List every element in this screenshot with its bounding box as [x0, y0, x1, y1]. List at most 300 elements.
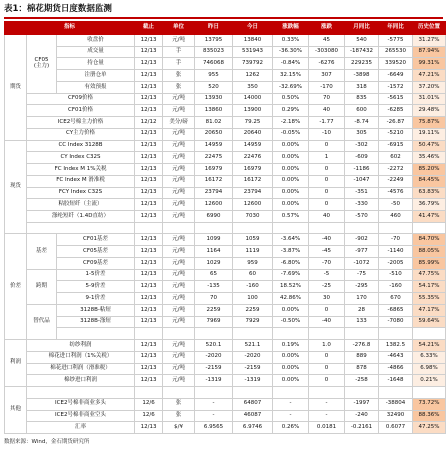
- cell-chg: 30: [309, 293, 345, 305]
- cell-hist: 47.21%: [413, 70, 446, 82]
- cell-yoy: -4866: [379, 363, 413, 375]
- cell-date: 12/13: [135, 316, 163, 328]
- cell-hist: 35.46%: [413, 152, 446, 164]
- cell-prev: 955: [195, 70, 233, 82]
- cell-yoy: -38804: [379, 398, 413, 410]
- cell-unit: 元/吨: [163, 152, 195, 164]
- cell-hist: 85.20%: [413, 164, 446, 176]
- cell-prev: 520.1: [195, 340, 233, 352]
- cell-chg-pct: -0.84%: [273, 58, 309, 70]
- cell-unit: 元/吨: [163, 175, 195, 187]
- category-cell: 价差: [5, 234, 27, 340]
- cell-mom: 835: [345, 93, 379, 105]
- cell-unit: 元/吨: [163, 93, 195, 105]
- cell-unit: $/¥: [163, 422, 195, 434]
- cell-date: 12/13: [135, 175, 163, 187]
- cell-unit: 张: [163, 398, 195, 410]
- cell-chg: 307: [309, 70, 345, 82]
- cell-today: 13900: [233, 105, 273, 117]
- cell-hist: 99.31%: [413, 58, 446, 70]
- cell-chg: -40: [309, 234, 345, 246]
- cell-prev: -135: [195, 281, 233, 293]
- cell-yoy: 670: [379, 293, 413, 305]
- cell-date: 12/13: [135, 340, 163, 352]
- indicator-name: FC Index M 1%关税: [27, 164, 135, 176]
- cell-mom: -977: [345, 246, 379, 258]
- table-row: [5, 340, 446, 352]
- cell-hist: [413, 328, 446, 340]
- cell-prev: 22475: [195, 152, 233, 164]
- cell-date: 12/13: [135, 422, 163, 434]
- table-row: [5, 328, 446, 340]
- cell-yoy: [379, 328, 413, 340]
- cell-chg: -: [309, 398, 345, 410]
- cotton-monitor-table: [4, 21, 446, 434]
- cell-chg: -40: [309, 316, 345, 328]
- indicator-name: 纺纱利润: [27, 340, 135, 352]
- indicator-name: FCY Index C32S: [27, 187, 135, 199]
- cell-hist: 29.48%: [413, 105, 446, 117]
- cell-yoy: -6649: [379, 70, 413, 82]
- cell-prev: 14959: [195, 140, 233, 152]
- cell-unit: 手: [163, 46, 195, 58]
- cell-unit: 元/吨: [163, 281, 195, 293]
- cell-chg-pct: -0.50%: [273, 316, 309, 328]
- cell-chg: 1: [309, 152, 345, 164]
- cell-chg: 0: [309, 140, 345, 152]
- cell-chg-pct: -: [273, 410, 309, 422]
- cell-yoy: 32490: [379, 410, 413, 422]
- cell-yoy: 460: [379, 211, 413, 223]
- cell-chg-pct: -2.18%: [273, 117, 309, 129]
- cell-mom: -295: [345, 281, 379, 293]
- cell-prev: -1319: [195, 375, 233, 387]
- cell-mom: 170: [345, 293, 379, 305]
- table-row: [5, 234, 446, 246]
- indicator-name: CF01基差: [57, 234, 135, 246]
- header-hist: 历史位置: [413, 22, 446, 35]
- indicator-name: 9-1价差: [57, 293, 135, 305]
- cell-today: 23794: [233, 187, 273, 199]
- cell-hist: 36.79%: [413, 199, 446, 211]
- cell-date: [135, 328, 163, 340]
- cell-chg: 0: [309, 363, 345, 375]
- indicator-name: CY Index C32S: [27, 152, 135, 164]
- table-row: [5, 199, 446, 211]
- cell-chg: [309, 222, 345, 234]
- cell-chg-pct: 0.50%: [273, 93, 309, 105]
- cell-prev: 20650: [195, 128, 233, 140]
- cell-chg-pct: -7.69%: [273, 269, 309, 281]
- cell-today: -160: [233, 281, 273, 293]
- indicator-name: 注册仓单: [57, 70, 135, 82]
- cell-date: 12/13: [135, 93, 163, 105]
- indicator-name: ICE2号棉主力价格: [27, 117, 135, 129]
- cell-yoy: -1648: [379, 375, 413, 387]
- table-row: [5, 187, 446, 199]
- cell-chg: -45: [309, 246, 345, 258]
- cell-chg-pct: -: [273, 398, 309, 410]
- table-row: [5, 304, 446, 316]
- table-row: [5, 257, 446, 269]
- cell-hist: 88.05%: [413, 246, 446, 258]
- cell-today: [233, 387, 273, 399]
- cell-yoy: -50: [379, 199, 413, 211]
- cell-chg-pct: -36.30%: [273, 46, 309, 58]
- cell-unit: [163, 222, 195, 234]
- cell-mom: 889: [345, 351, 379, 363]
- cell-hist: 88.36%: [413, 410, 446, 422]
- cell-chg-pct: -6.80%: [273, 257, 309, 269]
- cell-date: 12/13: [135, 70, 163, 82]
- cell-today: 739792: [233, 58, 273, 70]
- cell-mom: -570: [345, 211, 379, 223]
- cell-today: 521.1: [233, 340, 273, 352]
- cell-chg-pct: -32.69%: [273, 81, 309, 93]
- cell-chg-pct: 0.00%: [273, 375, 309, 387]
- cell-prev: 13860: [195, 105, 233, 117]
- cell-date: 12/13: [135, 46, 163, 58]
- indicator-name: 3128B-涤短: [57, 316, 135, 328]
- cell-chg-pct: 18.52%: [273, 281, 309, 293]
- cell-unit: 元/吨: [163, 246, 195, 258]
- cell-chg-pct: -3.87%: [273, 246, 309, 258]
- table-row: [5, 211, 446, 223]
- cell-date: 12/6: [135, 398, 163, 410]
- table-row: [5, 175, 446, 187]
- cell-chg-pct: 0.00%: [273, 140, 309, 152]
- indicator-name: 棉花进口利润（1%关税）: [27, 351, 135, 363]
- cell-hist: 41.47%: [413, 211, 446, 223]
- cell-mom: -351: [345, 187, 379, 199]
- cell-yoy: -1140: [379, 246, 413, 258]
- cell-today: 531943: [233, 46, 273, 58]
- cell-chg-pct: 32.15%: [273, 70, 309, 82]
- header-indicator: 指标: [5, 22, 135, 35]
- cell-prev: [195, 328, 233, 340]
- cell-yoy: -2249: [379, 175, 413, 187]
- cell-yoy: -7080: [379, 316, 413, 328]
- cell-chg: -170: [309, 81, 345, 93]
- cell-yoy: -6865: [379, 304, 413, 316]
- cell-unit: 张: [163, 81, 195, 93]
- cell-mom: -276.8: [345, 340, 379, 352]
- cell-prev: 65: [195, 269, 233, 281]
- cell-yoy: -5775: [379, 35, 413, 47]
- cell-chg-pct: 0.00%: [273, 351, 309, 363]
- cell-date: 12/13: [135, 351, 163, 363]
- cell-date: 12/13: [135, 81, 163, 93]
- cell-today: 16979: [233, 164, 273, 176]
- table-row: [5, 152, 446, 164]
- cell-mom: 540: [345, 35, 379, 47]
- cell-mom: 28: [345, 304, 379, 316]
- cell-chg: -6276: [309, 58, 345, 70]
- cell-chg: -70: [309, 257, 345, 269]
- cell-chg: 0.0181: [309, 422, 345, 434]
- table-row: [5, 105, 446, 117]
- source-note: 数据来源：Wind，金石期货研究所: [4, 439, 90, 445]
- cell-yoy: -160: [379, 281, 413, 293]
- cell-chg: -303080: [309, 46, 345, 58]
- cell-today: [233, 328, 273, 340]
- cell-hist: [413, 387, 446, 399]
- cell-unit: 手: [163, 58, 195, 70]
- cell-chg: -1.77: [309, 117, 345, 129]
- table-row: [5, 70, 446, 82]
- header-yoy: 年同比: [379, 22, 413, 35]
- cell-yoy: -2272: [379, 164, 413, 176]
- indicator-name: CF05基差: [57, 246, 135, 258]
- cell-unit: 元/吨: [163, 187, 195, 199]
- cell-prev: 1029: [195, 257, 233, 269]
- cell-unit: 元/吨: [163, 363, 195, 375]
- table-row: [5, 128, 446, 140]
- cell-mom: [345, 328, 379, 340]
- cell-yoy: -26.87: [379, 117, 413, 129]
- indicator-name: CF09基差: [57, 257, 135, 269]
- cell-date: 12/13: [135, 269, 163, 281]
- cell-chg-pct: 42.86%: [273, 293, 309, 305]
- cell-mom: 878: [345, 363, 379, 375]
- cell-yoy: -6285: [379, 105, 413, 117]
- cell-hist: 54.17%: [413, 281, 446, 293]
- cell-mom: -1186: [345, 164, 379, 176]
- table-row: [5, 35, 446, 47]
- cell-hist: 0.21%: [413, 375, 446, 387]
- indicator-name: [27, 387, 135, 399]
- cell-unit: 元/吨: [163, 375, 195, 387]
- table-row: [5, 269, 446, 281]
- cell-date: 12/13: [135, 257, 163, 269]
- cell-today: 1119: [233, 246, 273, 258]
- cell-mom: -0.2161: [345, 422, 379, 434]
- cell-prev: -: [195, 410, 233, 422]
- cell-chg-pct: 0.00%: [273, 304, 309, 316]
- cell-prev: [195, 222, 233, 234]
- cell-date: 12/13: [135, 187, 163, 199]
- table-row: [5, 351, 446, 363]
- table-row: [5, 164, 446, 176]
- cell-unit: 元/吨: [163, 128, 195, 140]
- table-row: [5, 117, 446, 129]
- category-cell: 期货: [5, 35, 27, 141]
- cell-date: 12/13: [135, 375, 163, 387]
- cell-chg-pct: [273, 328, 309, 340]
- cell-yoy: -1572: [379, 81, 413, 93]
- category-cell: 现货: [5, 140, 27, 234]
- cell-unit: 元/吨: [163, 234, 195, 246]
- table-row: [5, 140, 446, 152]
- cell-chg-pct: 0.00%: [273, 187, 309, 199]
- cell-yoy: [379, 222, 413, 234]
- cell-today: 13840: [233, 35, 273, 47]
- cell-unit: 元/吨: [163, 340, 195, 352]
- cell-date: 12/13: [135, 128, 163, 140]
- table-row: [5, 58, 446, 70]
- indicator-name: 1-5价差: [57, 269, 135, 281]
- subcategory-cell: 跨期: [27, 269, 57, 304]
- indicator-name: ICE2号棉非商业多头: [27, 398, 135, 410]
- cell-prev: 70: [195, 293, 233, 305]
- header-chg-pct: 涨跌幅: [273, 22, 309, 35]
- table-body: [5, 35, 446, 434]
- cell-hist: 85.99%: [413, 257, 446, 269]
- cell-chg: 1.0: [309, 340, 345, 352]
- cell-today: 12600: [233, 199, 273, 211]
- cell-yoy: 339520: [379, 58, 413, 70]
- indicator-name: 粘胶短纤（主流）: [27, 199, 135, 211]
- cell-hist: 6.98%: [413, 363, 446, 375]
- cell-prev: -: [195, 398, 233, 410]
- cell-today: 6.9746: [233, 422, 273, 434]
- cell-today: -1319: [233, 375, 273, 387]
- cell-unit: 美分/磅: [163, 117, 195, 129]
- indicator-name: CF09价格: [27, 93, 135, 105]
- cell-yoy: -510: [379, 269, 413, 281]
- cell-prev: 6990: [195, 211, 233, 223]
- category-cell: 利润: [5, 340, 27, 387]
- cell-yoy: -5615: [379, 93, 413, 105]
- cell-prev: 6.9565: [195, 422, 233, 434]
- cell-prev: 746068: [195, 58, 233, 70]
- cell-unit: 元/吨: [163, 316, 195, 328]
- cell-yoy: 0.6077: [379, 422, 413, 434]
- cell-hist: 47.75%: [413, 269, 446, 281]
- cell-chg: -: [309, 410, 345, 422]
- cell-hist: 54.21%: [413, 340, 446, 352]
- cell-chg: 0: [309, 304, 345, 316]
- cell-date: 12/13: [135, 281, 163, 293]
- table-row: [5, 422, 446, 434]
- cell-hist: 84.70%: [413, 234, 446, 246]
- cell-today: 60: [233, 269, 273, 281]
- table-row: [5, 46, 446, 58]
- cell-mom: 305: [345, 128, 379, 140]
- cell-prev: [195, 387, 233, 399]
- cell-chg: 40: [309, 211, 345, 223]
- cell-date: 12/6: [135, 410, 163, 422]
- cell-today: -2159: [233, 363, 273, 375]
- cell-chg-pct: 0.33%: [273, 35, 309, 47]
- cell-unit: 元/吨: [163, 140, 195, 152]
- cell-date: 12/13: [135, 211, 163, 223]
- cell-prev: 7969: [195, 316, 233, 328]
- cell-date: [135, 387, 163, 399]
- cell-yoy: 602: [379, 152, 413, 164]
- cell-date: 12/13: [135, 199, 163, 211]
- cell-today: 7030: [233, 211, 273, 223]
- cell-chg-pct: 0.00%: [273, 363, 309, 375]
- cell-date: 12/13: [135, 58, 163, 70]
- cell-chg: -10: [309, 128, 345, 140]
- cell-today: 22476: [233, 152, 273, 164]
- cell-today: 2259: [233, 304, 273, 316]
- cell-chg-pct: 0.19%: [273, 340, 309, 352]
- cell-prev: 12600: [195, 199, 233, 211]
- cell-mom: -1047: [345, 175, 379, 187]
- cell-chg-pct: 0.29%: [273, 105, 309, 117]
- cell-mom: -1997: [345, 398, 379, 410]
- table-row: [5, 375, 446, 387]
- category-cell: 其他: [5, 387, 27, 434]
- cell-unit: 张: [163, 410, 195, 422]
- cell-yoy: 1382.5: [379, 340, 413, 352]
- cell-today: 350: [233, 81, 273, 93]
- header-mom: 月同比: [345, 22, 379, 35]
- table-row: [5, 93, 446, 105]
- cell-today: 16172: [233, 175, 273, 187]
- cell-today: 14959: [233, 140, 273, 152]
- cell-date: 12/13: [135, 105, 163, 117]
- indicator-name: ICE2号棉非商业空头: [27, 410, 135, 422]
- table-row: [5, 363, 446, 375]
- cell-mom: -609: [345, 152, 379, 164]
- cell-prev: 16172: [195, 175, 233, 187]
- table-row: [5, 281, 446, 293]
- cell-chg-pct: -0.05%: [273, 128, 309, 140]
- cell-date: 12/13: [135, 140, 163, 152]
- cell-today: 79.25: [233, 117, 273, 129]
- table-title: 表1：棉花期货日度数据监测: [4, 4, 112, 14]
- cell-hist: 31.01%: [413, 93, 446, 105]
- table-row: [5, 410, 446, 422]
- cell-prev: 13930: [195, 93, 233, 105]
- table-row: [5, 81, 446, 93]
- cell-hist: 84.45%: [413, 175, 446, 187]
- cell-date: 12/13: [135, 293, 163, 305]
- indicator-name: 收盘价: [57, 35, 135, 47]
- cell-chg: 70: [309, 93, 345, 105]
- cell-yoy: 265530: [379, 46, 413, 58]
- cell-chg: 0: [309, 175, 345, 187]
- cell-mom: -302: [345, 140, 379, 152]
- cell-hist: 63.83%: [413, 187, 446, 199]
- table-row: [5, 398, 446, 410]
- cell-yoy: -2005: [379, 257, 413, 269]
- cell-unit: [163, 328, 195, 340]
- cell-today: 1059: [233, 234, 273, 246]
- indicator-name: CY主力价格: [27, 128, 135, 140]
- cell-prev: 2259: [195, 304, 233, 316]
- cell-mom: -240: [345, 410, 379, 422]
- cell-today: 959: [233, 257, 273, 269]
- cell-today: 46087: [233, 410, 273, 422]
- cell-chg-pct: 0.00%: [273, 152, 309, 164]
- cell-chg: [309, 387, 345, 399]
- cell-mom: 318: [345, 81, 379, 93]
- indicator-name: 5-9价差: [57, 281, 135, 293]
- cell-chg-pct: 0.26%: [273, 422, 309, 434]
- table-row: [5, 293, 446, 305]
- cell-hist: 37.20%: [413, 81, 446, 93]
- cell-yoy: -4643: [379, 351, 413, 363]
- cell-prev: 1164: [195, 246, 233, 258]
- cell-today: 7929: [233, 316, 273, 328]
- cell-hist: 59.64%: [413, 316, 446, 328]
- cell-hist: 75.87%: [413, 117, 446, 129]
- cell-date: 12/13: [135, 246, 163, 258]
- subcategory-cell: 基差: [27, 234, 57, 269]
- table-header-row: [5, 22, 446, 35]
- cell-mom: -3898: [345, 70, 379, 82]
- cell-prev: 1099: [195, 234, 233, 246]
- cell-hist: 47.25%: [413, 422, 446, 434]
- cell-mom: -330: [345, 199, 379, 211]
- cell-chg: 0: [309, 187, 345, 199]
- cell-chg-pct: 0.00%: [273, 199, 309, 211]
- cell-unit: 张: [163, 70, 195, 82]
